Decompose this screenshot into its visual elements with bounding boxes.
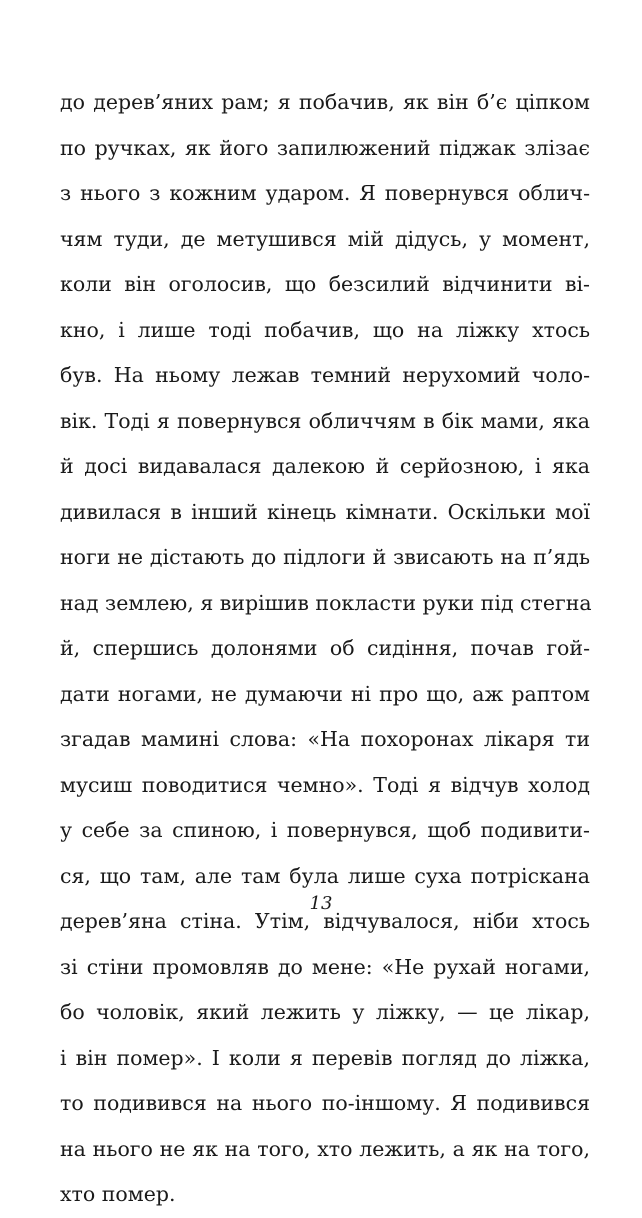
text-line: мусиш поводитися чемно». Тоді я відчув холод <box>60 772 590 797</box>
text-line: на нього не як на того, хто лежить, а як на того, <box>60 1136 590 1161</box>
text-line: дерев’яна стіна. Утім, відчувалося, ніби хтось <box>60 909 590 933</box>
text-line: зі стіни промовляв до мене: «Не рухай ногами, <box>60 954 590 979</box>
text-line: ноги не дістають до підлоги й звисають на п’ядь <box>60 545 590 569</box>
text-line: по ручках, як його запилюжений піджак злізає <box>60 135 590 160</box>
text-line: з нього з кожним ударом. Я повернувся облич- <box>60 181 590 205</box>
text-line: й досі видавалася далекою й серйозною, і яка <box>60 454 590 478</box>
text-line: згадав мамині слова: «На похоронах лікаря ти <box>60 727 590 751</box>
text-line: вік. Тоді я повернувся обличчям в бік мами, яка <box>60 408 590 433</box>
text-line: був. На ньому лежав темний нерухомий чоло- <box>60 363 590 387</box>
body-text <box>60 80 590 1218</box>
text-line: бо чоловік, який лежить у ліжку, — це лікар, <box>60 1000 590 1024</box>
text-line: кно, і лише тоді побачив, що на ліжку хтось <box>60 317 590 342</box>
text-line: і він помер». І коли я перевів погляд до ліжка, <box>60 1045 590 1070</box>
text-line: коли він оголосив, що безсилий відчинити ві- <box>60 272 590 296</box>
text-line: у себе за спиною, і повернувся, щоб подивити- <box>60 818 590 842</box>
text-line: хто помер. <box>60 1182 176 1206</box>
page-number: 13 <box>309 893 333 914</box>
text-line: дивилася в інший кінець кімнати. Оскільки мої <box>60 499 590 524</box>
text-line: чям туди, де метушився мій дідусь, у момент, <box>60 226 590 251</box>
text-line: й, спершись долонями об сидіння, почав гой- <box>60 636 590 660</box>
text-line: дати ногами, не думаючи ні про що, аж раптом <box>60 681 590 706</box>
text-line: над землею, я вирішив покласти руки під стегна <box>60 590 592 615</box>
text-line: то подивився на нього по-іншому. Я подивився <box>60 1091 590 1115</box>
text-line: ся, що там, але там була лише суха потріскана <box>60 863 590 888</box>
text-line: до дерев’яних рам; я побачив, як він б’є ціпком <box>60 90 590 114</box>
